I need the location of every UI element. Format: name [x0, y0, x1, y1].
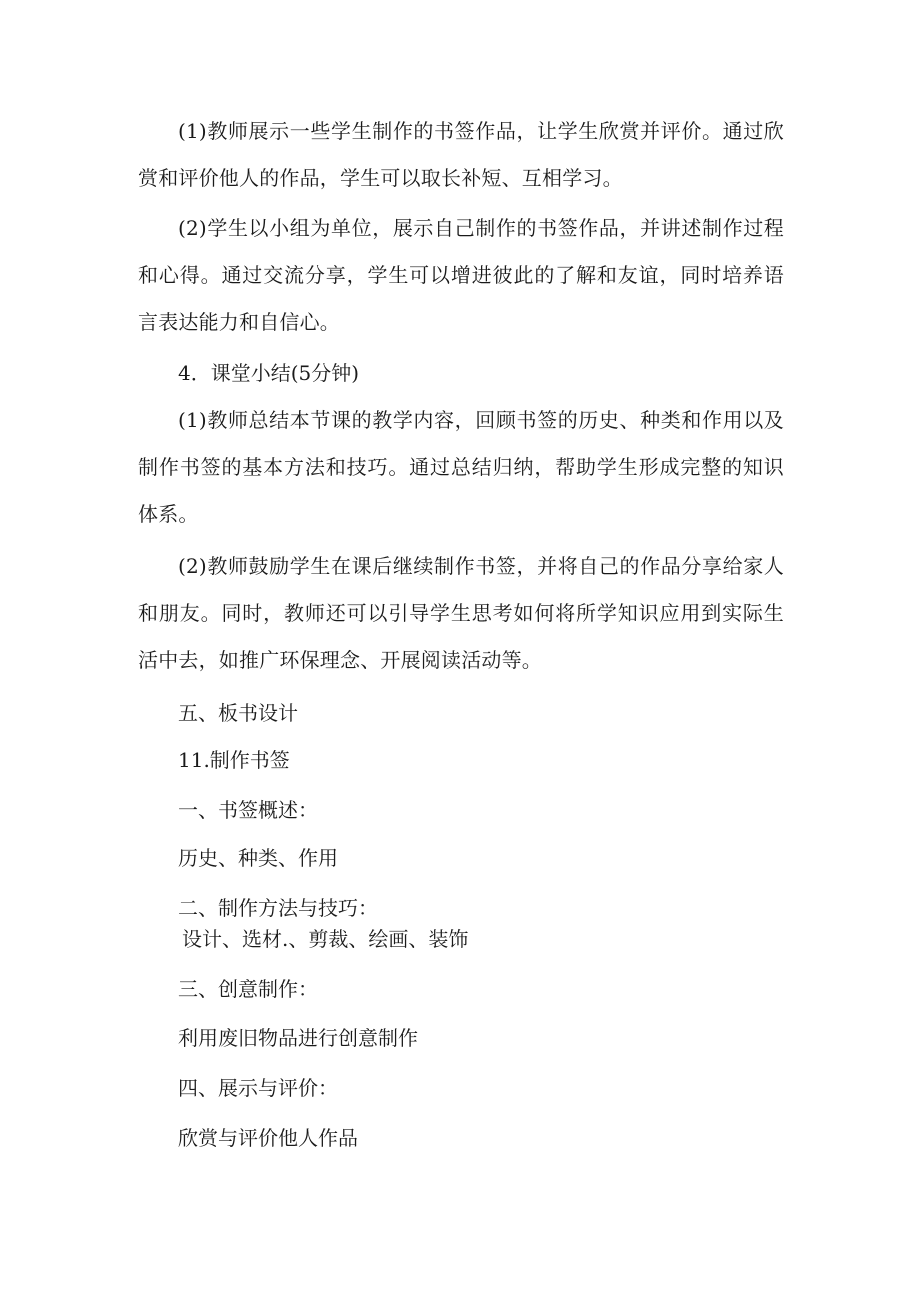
section-heading-class-summary: 4．课堂小结(5分钟) — [178, 361, 360, 385]
board-section-4: 四、展示与评价： — [178, 1076, 338, 1100]
board-section-3-items: 利用废旧物品进行创意制作 — [178, 1026, 418, 1050]
paragraph-3: (1)教师总结本节课的教学内容，回顾书签的历史、种类和作用以及制作书签的基本方法和技巧。通过总结归纳，帮助学生形成完整的知识体系。 — [138, 408, 784, 526]
board-section-1: 一、书签概述： — [178, 798, 318, 822]
board-design-heading: 五、板书设计 — [178, 701, 298, 725]
board-section-1-items: 历史、种类、作用 — [178, 846, 338, 870]
board-section-2-items: 设计、选材.、剪裁、绘画、装饰 — [182, 927, 469, 951]
board-section-2: 二、制作方法与技巧： — [178, 896, 378, 920]
board-title: 11.制作书签 — [178, 748, 290, 772]
paragraph-4: (2)教师鼓励学生在课后继续制作书签，并将自己的作品分享给家人和朋友。同时，教师还可以引导学生思考如何将所学知识应用到实际生活中去，如推广环保理念、开展阅读活动等。 — [138, 554, 784, 672]
paragraph-1: (1)教师展示一些学生制作的书签作品，让学生欣赏并评价。通过欣赏和评价他人的作品，学生可以取长补短、互相学习。 — [138, 119, 784, 190]
board-section-3: 三、创意制作： — [178, 977, 318, 1001]
paragraph-2: (2)学生以小组为单位，展示自己制作的书签作品，并讲述制作过程和心得。通过交流分享，学生可以增进彼此的了解和友谊，同时培养语言表达能力和自信心。 — [138, 216, 784, 334]
board-section-4-items: 欣赏与评价他人作品 — [178, 1126, 358, 1150]
